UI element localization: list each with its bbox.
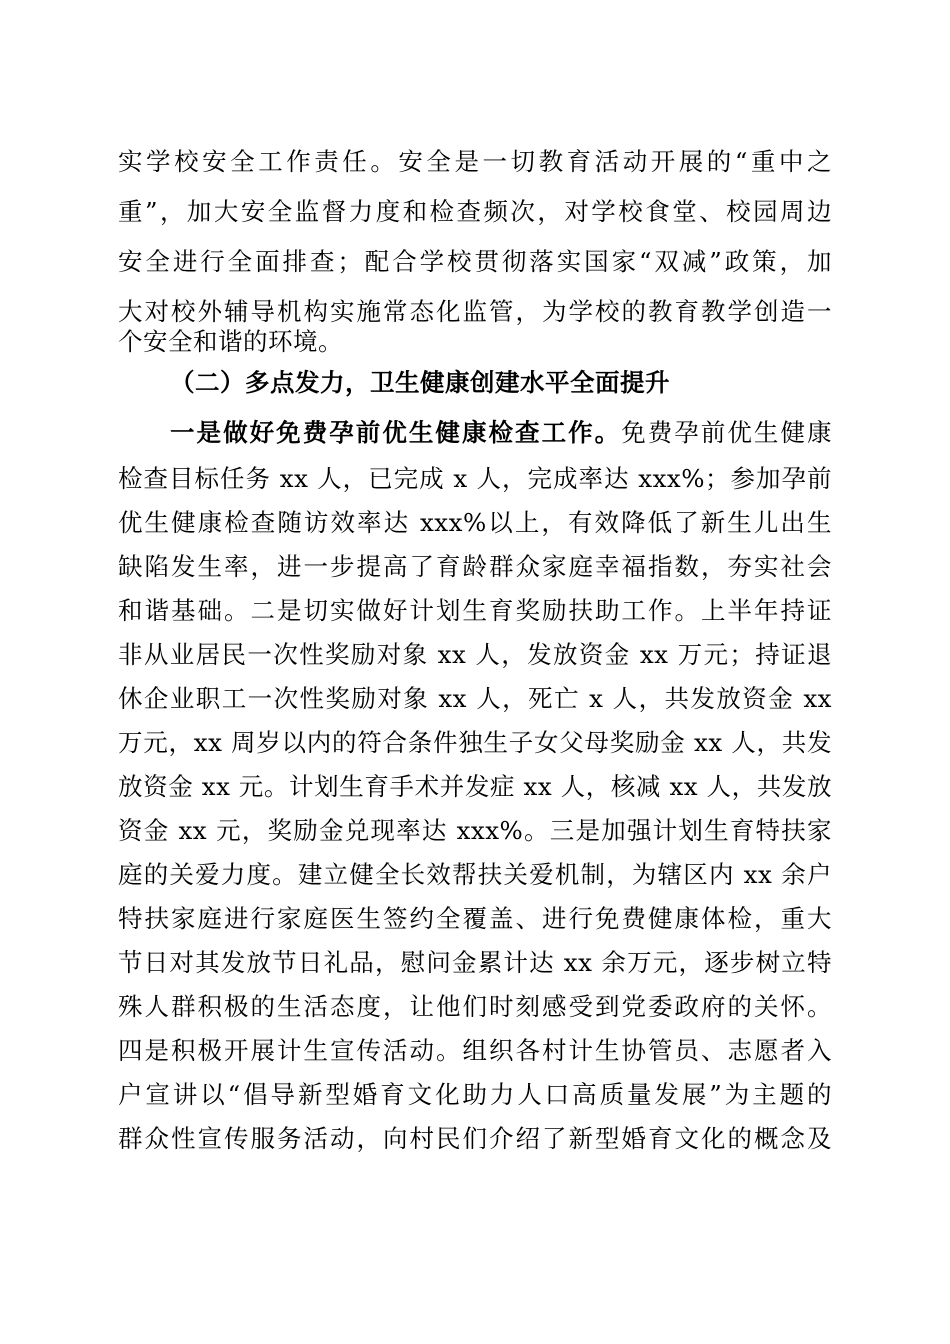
paragraph-line: 非从业居民一次性奖励对象 xx 人，发放资金 xx 万元；持证退 [118, 640, 832, 669]
paragraph-line: 户宣讲以“倡导新型婚育文化助力人口高质量发展”为主题的 [118, 1080, 832, 1109]
paragraph-line: 群众性宣传服务活动，向村民们介绍了新型婚育文化的概念及 [118, 1124, 832, 1153]
paragraph-line: 资金 xx 元，奖励金兑现率达 xxx%。三是加强计划生育特扶家 [118, 816, 832, 845]
paragraph-line: 放资金 xx 元。计划生育手术并发症 xx 人，核减 xx 人，共发放 [118, 772, 832, 801]
lead-phrase: 一是做好免费孕前优生健康检查工作。 [170, 418, 622, 447]
paragraph-line: 万元，xx 周岁以内的符合条件独生子女父母奖励金 xx 人，共发 [118, 728, 832, 757]
paragraph-line: 特扶家庭进行家庭医生签约全覆盖、进行免费健康体检，重大 [118, 904, 832, 933]
paragraph-line: 个安全和谐的环境。 [118, 327, 343, 356]
paragraph-line: 安全进行全面排查；配合学校贯彻落实国家“双减”政策，加 [118, 247, 832, 276]
first-line-rest: 免费孕前优生健康 [621, 418, 833, 447]
paragraph-line: 节日对其发放节日礼品，慰问金累计达 xx 余万元，逐步树立特 [118, 948, 832, 977]
paragraph-line: 庭的关爱力度。建立健全长效帮扶关爱机制，为辖区内 xx 余户 [118, 860, 832, 889]
paragraph-line: 缺陷发生率，进一步提高了育龄群众家庭幸福指数，夯实社会 [118, 552, 832, 581]
paragraph-line: 休企业职工一次性奖励对象 xx 人，死亡 x 人，共发放资金 xx [118, 684, 832, 713]
paragraph-line: 重”，加大安全监督力度和检查频次，对学校食堂、校园周边 [118, 197, 832, 226]
paragraph-line: 实学校安全工作责任。安全是一切教育活动开展的“重中之 [118, 147, 832, 176]
section-heading: （二）多点发力，卫生健康创建水平全面提升 [170, 368, 670, 397]
paragraph-line: 检查目标任务 xx 人，已完成 x 人，完成率达 xxx%；参加孕前 [118, 464, 832, 493]
paragraph-line: 和谐基础。二是切实做好计划生育奖励扶助工作。上半年持证 [118, 596, 832, 625]
paragraph-first-line [170, 416, 832, 450]
paragraph-line: 殊人群积极的生活态度，让他们时刻感受到党委政府的关怀。 [118, 992, 832, 1021]
paragraph-line: 优生健康检查随访效率达 xxx%以上，有效降低了新生儿出生 [118, 508, 832, 537]
paragraph-line: 大对校外辅导机构实施常态化监管，为学校的教育教学创造一 [118, 297, 832, 326]
paragraph-line: 四是积极开展计生宣传活动。组织各村计生协管员、志愿者入 [118, 1036, 832, 1065]
